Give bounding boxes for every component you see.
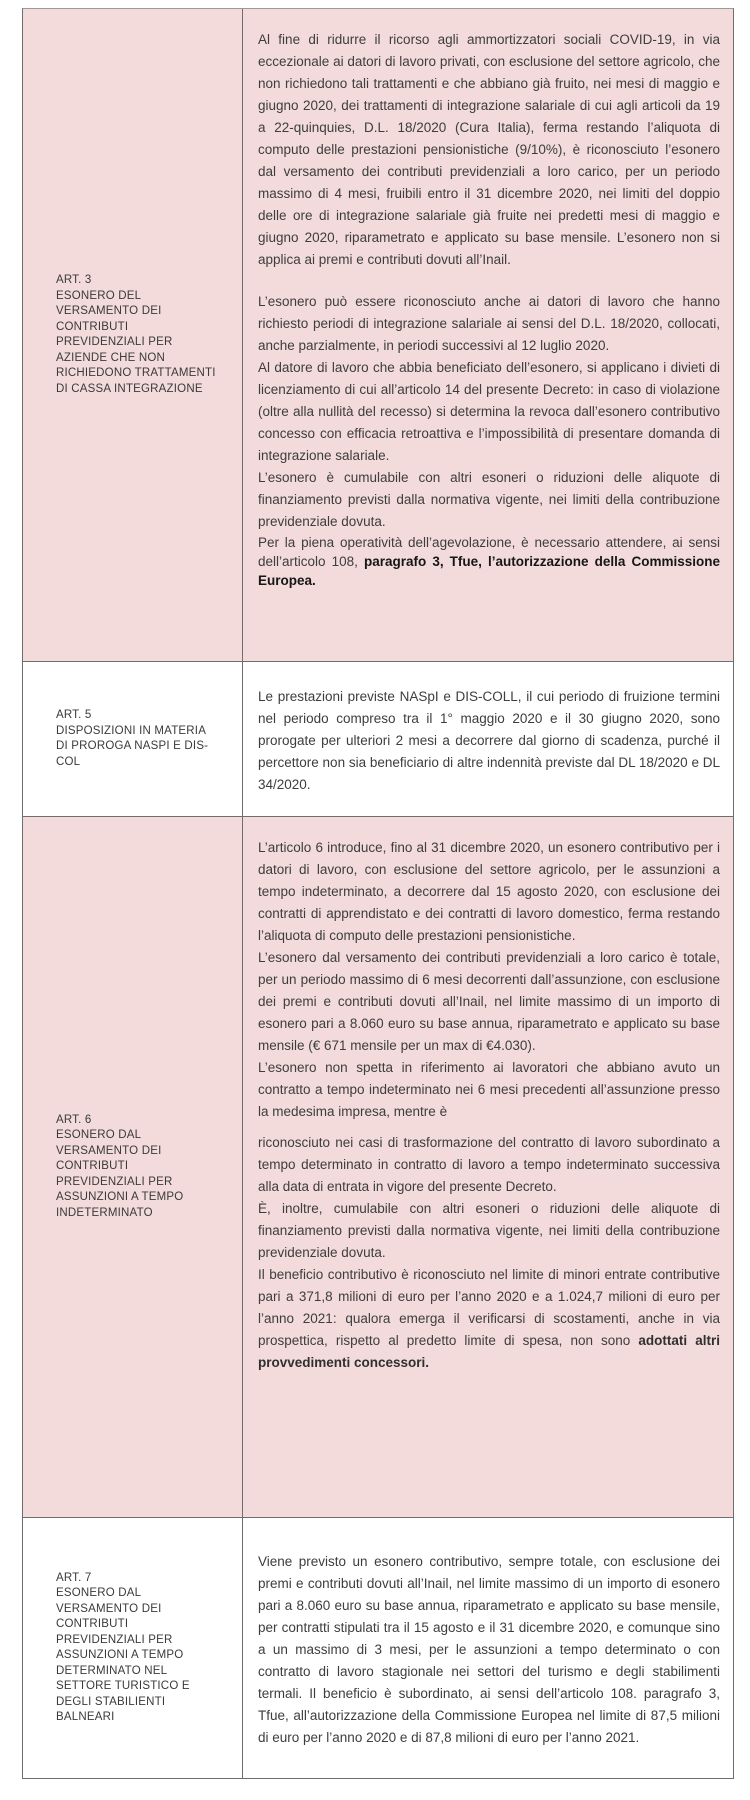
article-header-cell: [23, 817, 243, 1517]
article-label: [56, 1113, 218, 1222]
article-header-cell: [23, 1518, 243, 1778]
body-paragraph: [258, 29, 720, 271]
paragraph-text: L’esonero è cumulabile con altri esoneri o riduzioni delle aliquote di finanziamento previsti dalla normativa vigente, nei limiti della contribuzione previdenziale dovuta.: [258, 470, 720, 529]
article-label: [56, 273, 218, 397]
article-body-cell: [243, 817, 733, 1517]
article-number: ART. 3: [56, 274, 92, 286]
article-label: [56, 708, 218, 770]
article-title: DISPOSIZIONI IN MATERIA DI PROROGA NASPI E DIS-COL: [56, 724, 209, 768]
article-body-cell: [243, 9, 733, 661]
body-paragraph: [258, 686, 720, 796]
article-number: ART. 7: [56, 1571, 92, 1584]
paragraph-text: L’esonero non spetta in riferimento ai lavoratori che abbiano avuto un contratto a tempo indeterminato nei 6 mesi precedenti all’assunzione presso la medesima impresa, mentre è: [258, 1060, 720, 1119]
body-paragraph: [258, 1264, 720, 1374]
article-header-cell: [23, 9, 243, 661]
article-header-cell: [23, 662, 243, 816]
body-paragraph: [258, 467, 720, 533]
emphasis-text: paragrafo 3, Tfue, l’autorizzazione della Commissione Europea.: [258, 554, 720, 588]
article-body-cell: [243, 1518, 733, 1778]
article-title: ESONERO DEL VERSAMENTO DEI CONTRIBUTI PREVIDENZIALI PER AZIENDE CHE NON RICHIEDONO TRATTAMENTI DI CASSA INTEGRAZIONE: [56, 289, 216, 395]
article-row: [23, 1517, 733, 1778]
article-number: ART. 5: [56, 709, 92, 721]
body-paragraph: [258, 357, 720, 467]
paragraph-text: riconosciuto nei casi di trasformazione del contratto di lavoro subordinato a tempo determinato in contratto di lavoro a tempo indeterminato successiva alla data di entrata in vigore del presente Decreto.: [258, 1135, 720, 1194]
paragraph-text: Al fine di ridurre il ricorso agli ammortizzatori sociali COVID-19, in via eccezionale ai datori di lavoro privati, con esclusione del settore agricolo, che non richiedono tali trattamenti e che abbiano già fruito, nei mesi di maggio e giugno 2020, dei trattamenti di integrazione salariale di cui agli articoli da 19 a 22-quinquies, D.L. 18/2020 (Cura Italia), ferma restando l’aliquota di computo delle prestazioni pensionistiche (9/10%), è riconosciuto l’esonero dal versamento dei contributi previdenziali a loro carico, per un periodo massimo di 4 mesi, fruibili entro il 31 dicembre 2020, nei limiti del doppio delle ore di integrazione salariale già fruite nei predetti mesi di maggio e giugno 2020, riparametrato e applicato su base mensile. L’esonero non si applica ai premi e contributi dovuti all’Inail.: [258, 32, 720, 267]
article-body-cell: [243, 662, 733, 816]
article-title: ESONERO DAL VERSAMENTO DEI CONTRIBUTI PREVIDENZIALI PER ASSUNZIONI A TEMPO DETERMINATO NEL SETTORE TURISTICO E DEGLI STABILIENTI BALNEARI: [56, 1587, 190, 1723]
paragraph-text: È, inoltre, cumulabile con altri esoneri o riduzioni delle aliquote di finanziamento previsti dalla normativa vigente, nei limiti della contribuzione previdenziale dovuta.: [258, 1201, 720, 1260]
paragraph-text: L’esonero può essere riconosciuto anche ai datori di lavoro che hanno richiesto periodi di integrazione salariale ai sensi del D.L. 18/2020, collocati, anche parzialmente, in periodi successivi al 12 luglio 2020.: [258, 294, 720, 353]
body-paragraph: [258, 1057, 720, 1123]
body-paragraph: [258, 533, 720, 590]
paragraph-text: L’articolo 6 introduce, fino al 31 dicembre 2020, un esonero contributivo per i datori di lavoro, con esclusione del settore agricolo, per le assunzioni a tempo indeterminato, a decorrere dal 15 agosto 2020, con esclusione dei contratti di apprendistato e dei contratti di lavoro domestico, ferma restando l’aliquota di computo delle prestazioni pensionistiche.: [258, 840, 720, 943]
paragraph-text: Per la piena operatività dell’agevolazione, è necessario attendere, ai sensi dell’articolo 108,: [258, 535, 720, 569]
article-number: ART. 6: [56, 1113, 92, 1126]
emphasis-text: adottati altri provvedimenti concessori.: [258, 1333, 720, 1370]
paragraph-text: Al datore di lavoro che abbia beneficiato dell’esonero, si applicano i divieti di licenziamento di cui all’articolo 14 del presente Decreto: in caso di violazione (oltre alla nullità del recesso) si determina la revoca dall’esonero contributivo concesso con efficacia retroattiva e l’impossibilità di presentare domanda di integrazione salariale.: [258, 360, 720, 463]
paragraph-text: L’esonero dal versamento dei contributi previdenziali a loro carico è totale, per un periodo massimo di 6 mesi decorrenti dall’assunzione, con esclusione dei premi e contributi dovuti all’Inail, nel limite massimo di un importo di esonero pari a 8.060 euro su base annua, riparametrato e applicato su base mensile (€ 671 mensile per un max di €4.030).: [258, 950, 720, 1053]
article-row: [23, 816, 733, 1517]
decree-summary-table: [22, 8, 734, 1779]
article-title: ESONERO DAL VERSAMENTO DEI CONTRIBUTI PREVIDENZIALI PER ASSUNZIONI A TEMPO INDETERMINATO: [56, 1129, 184, 1219]
paragraph-text: Le prestazioni previste NASpI e DIS-COLL, il cui periodo di fruizione termini nel periodo compreso tra il 1° maggio 2020 e il 30 giugno 2020, sono prorogate per ulteriori 2 mesi a decorrere dal giorno di scadenza, purché il percettore non sia beneficiario di altre indennità previste dal DL 18/2020 e DL 34/2020.: [258, 689, 720, 792]
body-paragraph: [258, 1551, 720, 1749]
paragraph-text: Viene previsto un esonero contributivo, sempre totale, con esclusione dei premi e contributi dovuti all’Inail, nel limite massimo di un importo di esonero pari a 8.060 euro su base annua, riparametrato e applicato su base mensile, per contratti stipulati tra il 15 agosto e il 31 dicembre 2020, e comunque sino a un massimo di 3 mesi, per le assunzioni a tempo determinato o con contratto di lavoro stagionale nei settori del turismo e degli stabilimenti termali. Il beneficio è subordinato, ai sensi dell’articolo 108. paragrafo 3, Tfue, all’autorizzazione della Commissione Europea nel limite di 87,5 milioni di euro per l’anno 2020 e di 87,8 milioni di euro per l’anno 2021.: [258, 1554, 720, 1745]
body-paragraph: [258, 291, 720, 357]
body-paragraph: [258, 1198, 720, 1264]
article-row: [23, 9, 733, 661]
article-row: [23, 661, 733, 816]
article-label: [56, 1571, 218, 1726]
body-paragraph: [258, 837, 720, 947]
body-paragraph: [258, 947, 720, 1057]
paragraph-text: Il beneficio contributivo è riconosciuto nel limite di minori entrate contributive pari a 371,8 milioni di euro per l’anno 2020 e a 1.024,7 milioni di euro per l’anno 2021: qualora emerga il verificarsi di scostamenti, anche in via prospettica, rispetto al predetto limite di spesa, non sono: [258, 1267, 720, 1348]
body-paragraph: [258, 1132, 720, 1198]
